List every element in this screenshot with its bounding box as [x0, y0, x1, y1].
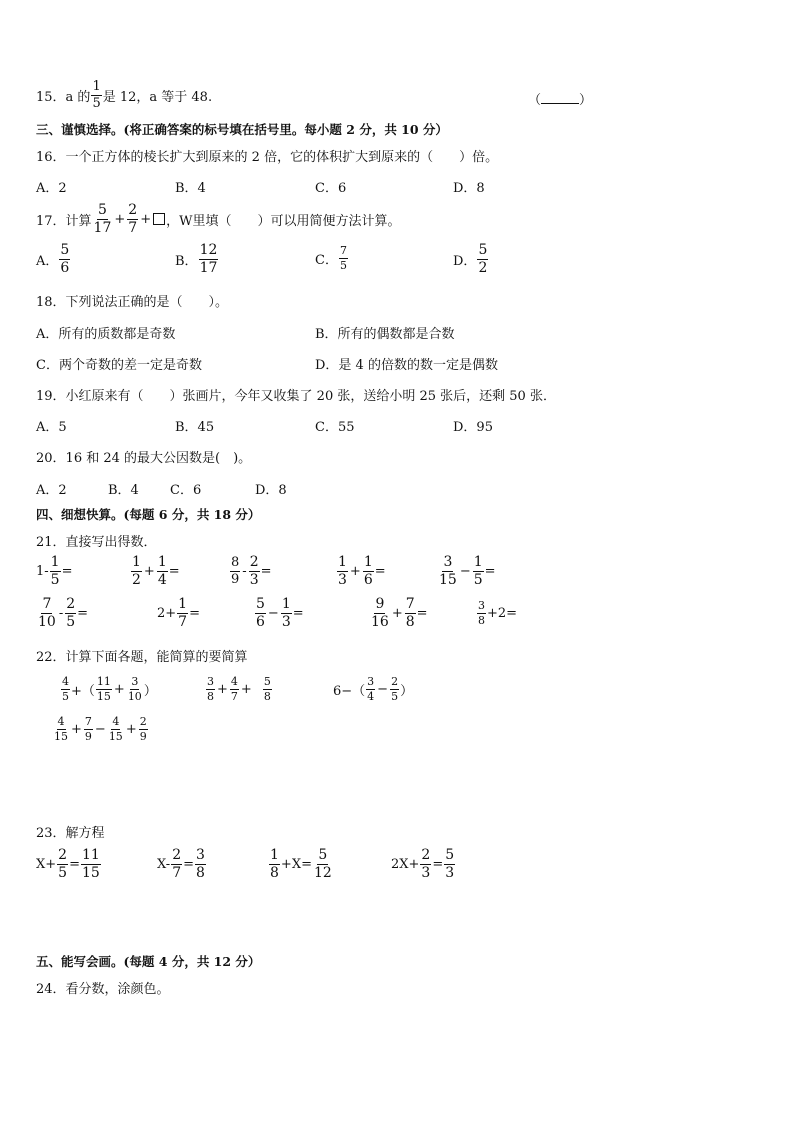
question-22-title: 22．计算下面各题，能简算的要简算	[36, 650, 248, 665]
question-18: 18．下列说法正确的是（ ）。	[36, 295, 229, 310]
question-19: 19．小红原来有（ ）张画片，今年又收集了 20 张，送给小明 25 张后，还剩 50 张．	[36, 389, 556, 404]
q16-option-d[interactable]: D．8	[453, 181, 485, 196]
q17-option-d[interactable]: D． $\frac{5}{2}$	[453, 242, 488, 276]
question-21-title: 21．直接写出得数．	[36, 535, 157, 550]
q18-option-d[interactable]: D．是 4 的倍数的数一定是偶数	[315, 358, 498, 373]
q21-expr-9: $\frac{9}{16}$ + $\frac{7}{8}$ =	[371, 596, 428, 630]
q19-option-b[interactable]: B．45	[175, 420, 215, 435]
q20-option-a[interactable]: A．2	[36, 483, 67, 498]
q17-blank-box	[153, 213, 165, 225]
q19-option-d[interactable]: D．95	[453, 420, 493, 435]
q15-suffix: 是 12，a 等于 48.	[102, 89, 213, 105]
q21-expr-3: $\frac{8}{9}$ - $\frac{2}{3}$ =	[231, 554, 272, 588]
q21-expr-4: $\frac{1}{3}$ + $\frac{1}{6}$ =	[338, 554, 386, 588]
q17-frac-2: $\frac{2}{7}$	[128, 202, 138, 236]
q23-equation-4: 2X+ $\frac{2}{3}$ = $\frac{5}{3}$	[391, 847, 455, 881]
q16-option-c[interactable]: C．6	[315, 181, 347, 196]
q22-calc-1: $\frac{4}{5}$ +（ $\frac{11}{15}$ + $\frac{3}{10}$ ）	[62, 675, 157, 703]
question-16: 16．一个正方体的棱长扩大到原来的 2 倍，它的体积扩大到原来的（ ）倍。	[36, 150, 499, 165]
question-24: 24．看分数，涂颜色。	[36, 982, 170, 997]
q18-option-b[interactable]: B．所有的偶数都是合数	[315, 327, 455, 342]
section-4-header: 四、细想快算。(每题 6 分，共 18 分）	[36, 507, 261, 522]
q21-expr-5: $\frac{3}{15}$ − $\frac{1}{5}$ =	[439, 554, 496, 588]
q16-option-a[interactable]: A．2	[36, 181, 67, 196]
q16-option-b[interactable]: B．4	[175, 181, 206, 196]
question-17: 17．计算 $\frac{5}{17}$ + $\frac{2}{7}$ + ，W里填（ ）可以用简便方法计算。	[36, 202, 401, 236]
q20-option-c[interactable]: C．6	[170, 483, 202, 498]
q17-frac-1: $\frac{5}{17}$	[93, 202, 112, 236]
section-5-header: 五、能写会画。(每题 4 分，共 12 分）	[36, 954, 261, 969]
q23-equation-1: X+ $\frac{2}{5}$ = $\frac{11}{15}$	[36, 847, 100, 881]
q15-fraction: $\frac{1}{5}$	[92, 79, 101, 111]
q23-equation-3: $\frac{1}{8}$ +X= $\frac{5}{12}$	[270, 847, 332, 881]
q20-option-d[interactable]: D．8	[255, 483, 287, 498]
question-23-title: 23．解方程	[36, 826, 105, 841]
q21-expr-1: 1- $\frac{1}{5}$ =	[36, 554, 73, 588]
question-20: 20．16 和 24 的最大公因数是( )。	[36, 451, 252, 466]
q21-expr-6: $\frac{7}{10}$ - $\frac{2}{5}$ =	[38, 596, 89, 630]
q18-option-a[interactable]: A．所有的质数都是奇数	[36, 327, 176, 342]
q18-option-c[interactable]: C．两个奇数的差一定是奇数	[36, 358, 202, 373]
q17-option-b[interactable]: B． $\frac{12}{17}$	[175, 242, 218, 276]
q21-expr-8: $\frac{5}{6}$ − $\frac{1}{3}$ =	[256, 596, 304, 630]
section-3-header: 三、谨慎选择。(将正确答案的标号填在括号里。每小题 2 分，共 10 分）	[36, 122, 448, 137]
question-15	[36, 80, 212, 110]
q17-option-a[interactable]: A． $\frac{5}{6}$	[36, 242, 70, 276]
q22-calc-2: $\frac{3}{8}$ + $\frac{4}{7}$ + $\frac{5}{8}$	[207, 675, 271, 703]
q22-calc-3: 6−（ $\frac{3}{4}$ − $\frac{2}{5}$ ）	[333, 675, 414, 703]
q23-equation-2: X- $\frac{2}{7}$ = $\frac{3}{8}$	[157, 847, 205, 881]
q17-option-c[interactable]: C． $\frac{7}{5}$	[315, 244, 347, 272]
q21-expr-2: $\frac{1}{2}$ + $\frac{1}{4}$ =	[132, 554, 180, 588]
q22-calc-4: $\frac{4}{15}$ + $\frac{7}{9}$ − $\frac{4}{15}$ + $\frac{2}{9}$	[54, 715, 147, 743]
q15-prefix: 15．a 的	[36, 89, 91, 105]
q21-expr-10: $\frac{3}{8}$ +2=	[478, 599, 518, 627]
q19-option-a[interactable]: A．5	[36, 420, 67, 435]
q15-answer-blank[interactable]: （ ）	[528, 93, 593, 108]
q19-option-c[interactable]: C．55	[315, 420, 355, 435]
q20-option-b[interactable]: B．4	[108, 483, 139, 498]
q21-expr-7: 2+ $\frac{1}{7}$ =	[157, 596, 200, 630]
